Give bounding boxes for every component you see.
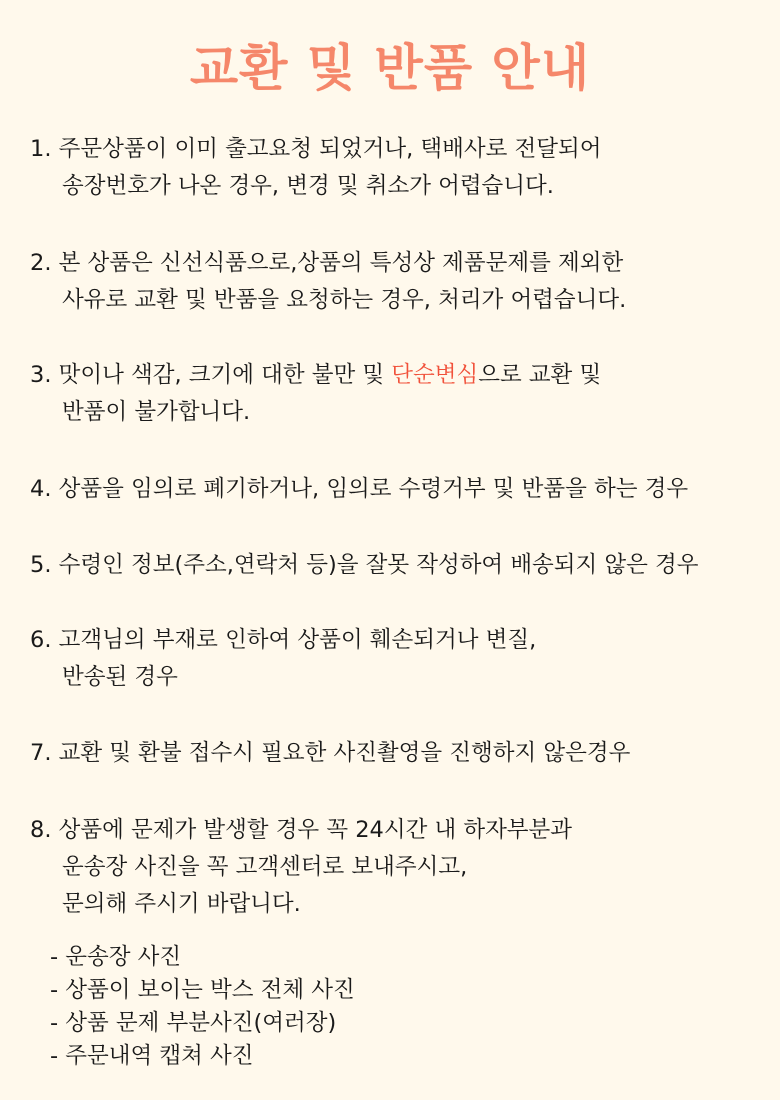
item-3-line-1 [30, 360, 601, 390]
page-title: 교환 및 반품 안내 [189, 39, 591, 97]
photo-list-item: - 상품이 보이는 박스 전체 사진 [50, 977, 355, 1003]
item-3-text-before: 3. 맛이나 색감, 크기에 대한 불만 및 [30, 362, 392, 388]
item-5-line-1: 5. 수령인 정보(주소,연락처 등)을 잘못 작성하여 배송되지 않은 경우 [30, 552, 699, 578]
item-4-line-1: 4. 상품을 임의로 폐기하거나, 임의로 수령거부 및 반품을 하는 경우 [30, 476, 689, 502]
item-7-line-1: 7. 교환 및 환불 접수시 필요한 사진촬영을 진행하지 않은경우 [30, 740, 631, 766]
item-2-line-2: 사유로 교환 및 반품을 요청하는 경우, 처리가 어렵습니다. [62, 287, 627, 313]
item-3-highlight: 단순변심 [391, 362, 479, 388]
photo-list-item: - 상품 문제 부분사진(여러장) [50, 1010, 337, 1036]
item-6-line-1: 6. 고객님의 부재로 인하여 상품이 훼손되거나 변질, [30, 627, 537, 653]
photo-list-item: - 주문내역 캡쳐 사진 [50, 1043, 254, 1069]
item-8-line-3: 문의해 주시기 바랍니다. [62, 891, 301, 917]
item-1-line-1: 1. 주문상품이 이미 출고요청 되었거나, 택배사로 전달되어 [30, 136, 602, 162]
item-2-line-1: 2. 본 상품은 신선식품으로,상품의 특성상 제품문제를 제외한 [30, 250, 624, 276]
item-6-line-2: 반송된 경우 [62, 664, 178, 690]
item-8-line-2: 운송장 사진을 꼭 고객센터로 보내주시고, [62, 854, 468, 880]
photo-list-item: - 운송장 사진 [50, 944, 182, 970]
item-8-line-1: 8. 상품에 문제가 발생할 경우 꼭 24시간 내 하자부분과 [30, 817, 573, 843]
item-1-line-2: 송장번호가 나온 경우, 변경 및 취소가 어렵습니다. [62, 173, 554, 199]
item-3-text-after: 으로 교환 및 [478, 362, 602, 388]
item-3-line-2: 반품이 불가합니다. [62, 399, 251, 425]
